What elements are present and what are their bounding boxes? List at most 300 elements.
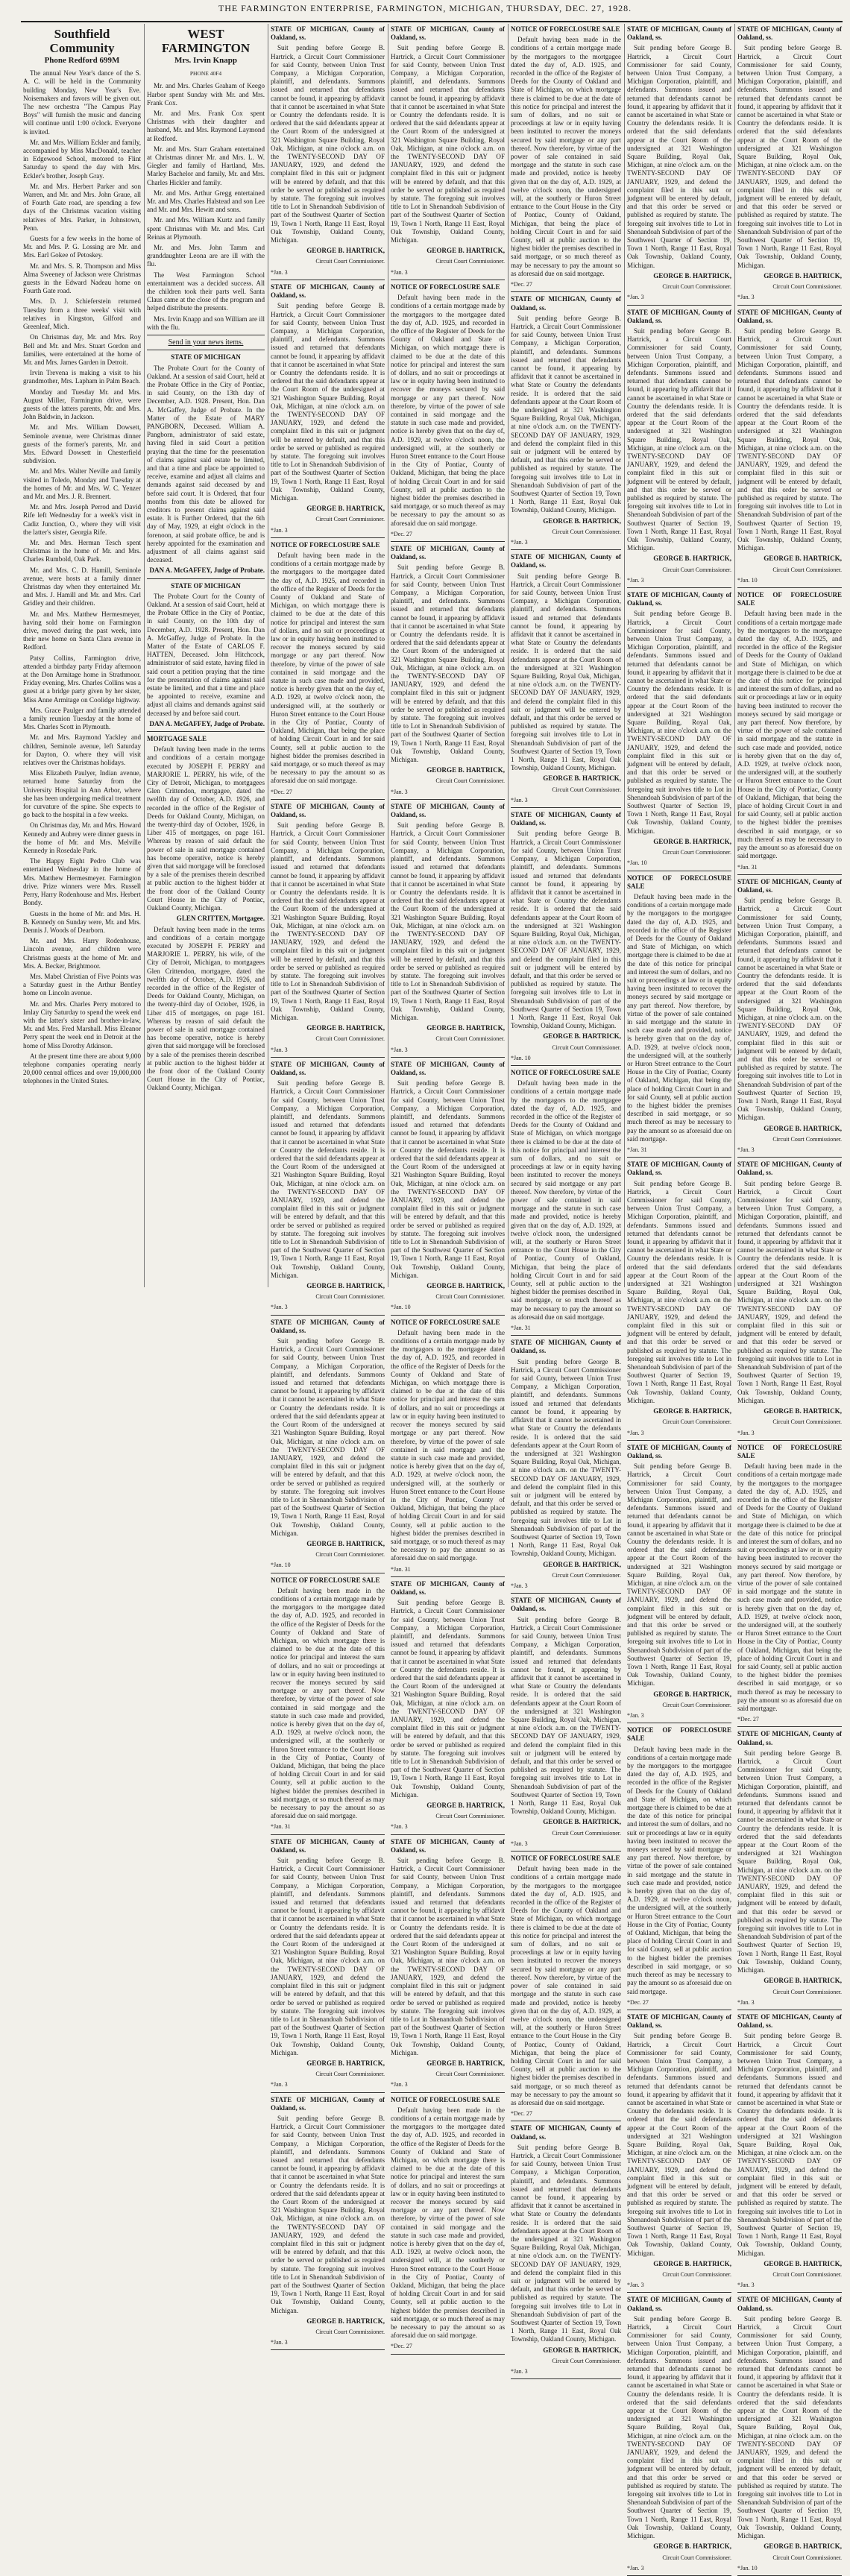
legal-notice-body: Suit pending before George B. Hartrick, a Circuit Court Commissioner for said County, between Union Trust Company, a Michigan Corporation, plaintiff, and defendants. Summons issued and returned that defendants cannot be found, it appearing by affidavit that it cannot be ascertained in what State or Country the defendants reside. It is ordered that the said defendants appear at the Court Room of the undersigned at 321 Washington Square Building, Royal Oak, Michigan, at nine o'clock a.m. on the TWENTY-SECOND DAY OF JANUARY, 1929, and defend the complaint filed in this suit or judgment will be entered by default, and that this order be served or published as required by statute. The foregoing suit involves title to Lot in Shenandoah Subdivision of part of the Southwest Quarter of Section 19, Town 1 North, Range 11 East, Royal Oak Township, Oakland County, Michigan. (737, 44, 842, 269)
divider (511, 1593, 621, 1594)
legal-notice-body: Default having been made in the conditions of a certain mortgage made by the mortgagors to the mortgagee dated the day of, A.D. 1925, and recorded in the office of the Register of Deeds for the County of Oakland and State of Michigan, on which mortgage there is claimed to be due at the date of this notice for principal and interest the sum of dollars, and no suit or proceedings at law or in equity having been instituted to recover the moneys secured by said mortgage or any part thereof. Now therefore, by virtue of the power of sale contained in said mortgage and the statute in such case made and provided, notice is hereby given that on the day of, A.D. 1929, at twelve o'clock noon, the undersigned will, at the southerly or Huron Street entrance to the Court House in the City of Pontiac, County of Oakland, Michigan, that being the place of holding Circuit Court in and for said County, sell at public auction to the highest bidder the premises described in said mortgage, or so much thereof as may be necessary to pay the amount so as aforesaid due on said mortgage. (271, 551, 385, 785)
mortgagee-signature: GLEN CRITTEN, Mortgagee. (176, 915, 265, 923)
divider (627, 2292, 731, 2293)
commissioner-signature: GEORGE B. HARTRICK, (764, 2542, 842, 2551)
legal-notice-body: Suit pending before George B. Hartrick, a Circuit Court Commissioner for said County, between Union Trust Company, a Michigan Corporation, plaintiff, and defendants. Summons issued and returned that defendants cannot be found, it appearing by affidavit that it cannot be ascertained in what State or Country the defendants reside. It is ordered that the said defendants appear at the Court Room of the undersigned at 321 Washington Square Building, Royal Oak, Michigan, at nine o'clock a.m. on the TWENTY-SECOND DAY OF JANUARY, 1929, and defend the complaint filed in this suit or judgment will be entered by default, and that this order be served or published as required by statute. The foregoing suit involves title to Lot in Shenandoah Subdivision of part of the Southwest Quarter of Section 19, Town 1 North, Range 11 East, Royal Oak Township, Oakland County, Michigan. (511, 1615, 621, 1816)
news-item: Mr. and Mrs. William Dowsett, Seminole avenue, were Christmas dinner guests of the former's parents, Mr. and Mrs. Edward Dowsett in Chesterfield subdivision. (23, 423, 141, 465)
news-item: Guests for a few weeks in the home of Mr. and Mrs. P. G. Lossing are Mr. and Mrs. Earl Gokee of Petoskey. (23, 235, 141, 259)
west-farmington-articles (147, 82, 265, 332)
news-item: Patsy Collins, Farmington drive, attended a birthday party Friday afternoon at the Don Armitage home in Strathmoor. Friday evening, Mrs. Charles Collins was a guest at a bridge party given by her sister, Miss Anne Armitage on Coolidge highway. (23, 654, 141, 704)
commissioner-signature: GEORGE B. HARTRICK, (306, 1539, 385, 1547)
publication-date: *Jan. 3 (737, 294, 755, 301)
legal-notice-title: STATE OF MICHIGAN, County of Oakland, ss. (271, 1837, 385, 1854)
probate-notice: The Probate Court for the County of Oakland. At a session of said Court, held at the Probate Office in the City of Pontiac, in said County, on the 13th day of December, A.D. 1928. Present, Hon. Dan A. McGaffey, Judge of Probate. In the Matter of the Estate of MARY PANGBORN, Deceased. William A. Pangborn, administrator of said estate, having filed in said Court a petition praying that the time for the presentation of claims against said estate be limited, and that a time and place be appointed to receive, examine and adjust all claims and demands against said deceased by and before said court. It is Ordered, that four months from this date be allowed for creditors to present claims against said estate. It is Further Ordered, that the 6th day of May, 1929, at eight o'clock in the forenoon, at said probate office, be and is hereby appointed for the examination and adjustment of all claims against said deceased. (147, 364, 265, 564)
send-news-notice: Send in your news items. (168, 338, 244, 347)
news-item: The Happy Eight Pedro Club was entertained Wednesday in the home of Mrs. Matthew Hermesmeyer. Farmington drive. Prize winners were Mrs. Russell Perry, Harry Rodenhouse and Mrs. Herbert Bondy. (23, 857, 141, 907)
legal-notice-title: STATE OF MICHIGAN, County of Oakland, ss. (271, 1060, 385, 1076)
publication-date: *Jan. 3 (391, 1823, 408, 1831)
divider (511, 807, 621, 808)
publication-date: *Jan. 10 (627, 859, 647, 867)
publication-date: *Jan. 3 (627, 294, 644, 301)
legal-notice-title: STATE OF MICHIGAN, County of Oakland, ss. (737, 25, 842, 42)
commissioner-signature: GEORGE B. HARTRICK, (764, 271, 842, 280)
commissioner-signature: GEORGE B. HARTRICK, (306, 2059, 385, 2067)
commissioner-signature: GEORGE B. HARTRICK, (653, 1407, 731, 1415)
divider (271, 799, 385, 800)
publication-date: *Jan. 3 (627, 1429, 644, 1436)
news-item: Miss Elizabeth Paulyer, Indian avenue, returned home Saturday from the University Hospital in Ann Arbor, where she has been undergoing medical treatment for curvature of the spine. She expects to go back to the hospital in a few weeks. (23, 769, 141, 819)
divider (271, 2349, 385, 2350)
commissioner-title: Circuit Court Commissioner. (435, 1813, 505, 1820)
legal-notice-body: Suit pending before George B. Hartrick, a Circuit Court Commissioner for said County, between Union Trust Company, a Michigan Corporation, plaintiff, and defendants. Summons issued and returned that defendants cannot be found, it appearing by affidavit that it cannot be ascertained in what State or Country the defendants reside. It is ordered that the said defendants appear at the Court Room of the undersigned at 321 Washington Square Building, Royal Oak, Michigan, at nine o'clock a.m. on the TWENTY-SECOND DAY OF JANUARY, 1929, and defend the complaint filed in this suit or judgment will be entered by default, and that this order be served or published as required by statute. The foregoing suit involves title to Lot in Shenandoah Subdivision of part of the Southwest Quarter of Section 19, Town 1 North, Range 11 East, Royal Oak Township, Oakland County, Michigan. (391, 44, 505, 244)
news-item: Mr. and Mrs. C. D. Hamill, Seminole avenue, were hosts at a family dinner Christmas day when they entertained Mr. and Mrs. J. Hamill and Mr. and Mrs. Carl Gridley and their children. (23, 566, 141, 607)
commissioner-signature: GEORGE B. HARTRICK, (543, 1032, 621, 1041)
column-southfield (23, 25, 141, 1285)
commissioner-title: Circuit Court Commissioner. (435, 777, 505, 785)
commissioner-signature: GEORGE B. HARTRICK, (543, 1818, 621, 1826)
commissioner-title: Circuit Court Commissioner. (772, 1135, 842, 1143)
legal-notice-body: Default having been made in the conditions of a certain mortgage made by the mortgagors to the mortgagee dated the day of, A.D. 1925, and recorded in the office of the Register of Deeds for the County of Oakland and State of Michigan, on which mortgage there is claimed to be due at the date of this notice for principal and interest the sum of dollars, and no suit or proceedings at law or in equity having been instituted to recover the moneys secured by said mortgage or any part thereof. Now therefore, by virtue of the power of sale contained in said mortgage and the statute in such case made and provided, notice is hereby given that on the day of, A.D. 1929, at twelve o'clock noon, the undersigned will, at the southerly or Huron Street entrance to the Court House in the City of Pontiac, County of Oakland, Michigan, that being the place of holding Circuit Court in and for said County, sell at public auction to the highest bidder the premises described in said mortgage, or so much thereof as may be necessary to pay the amount so as aforesaid due on said mortgage. (391, 294, 505, 527)
divider (511, 1335, 621, 1336)
legal-notice-body: Suit pending before George B. Hartrick, a Circuit Court Commissioner for said County, between Union Trust Company, a Michigan Corporation, plaintiff, and defendants. Summons issued and returned that defendants cannot be found, it appearing by affidavit that it cannot be ascertained in what State or Country the defendants reside. It is ordered that the said defendants appear at the Court Room of the undersigned at 321 Washington Square Building, Royal Oak, Michigan, at nine o'clock a.m. on the TWENTY-SECOND DAY OF JANUARY, 1929, and defend the complaint filed in this suit or judgment will be entered by default, and that this order be served or published as required by statute. The foregoing suit involves title to Lot in Shenandoah Subdivision of part of the Southwest Quarter of Section 19, Town 1 North, Range 11 East, Royal Oak Township, Oakland County, Michigan. (737, 1749, 842, 1974)
publication-date: *Jan. 3 (511, 1582, 528, 1589)
commissioner-title: Circuit Court Commissioner. (315, 1551, 385, 1559)
divider (511, 549, 621, 550)
legal-notice-title: STATE OF MICHIGAN, County of Oakland, ss. (511, 295, 621, 312)
divider (147, 578, 265, 579)
legal-notice-title: NOTICE OF FORECLOSURE SALE (627, 874, 731, 890)
legal-notice-title: STATE OF MICHIGAN, County of Oakland, ss. (511, 553, 621, 569)
commissioner-title: Circuit Court Commissioner. (435, 1293, 505, 1301)
divider (737, 1726, 842, 1727)
divider (391, 1834, 505, 1835)
commissioner-title: Circuit Court Commissioner. (315, 1293, 385, 1301)
top-rule (21, 21, 843, 22)
publication-date: *Jan. 3 (511, 796, 528, 804)
legal-notice-title: NOTICE OF FORECLOSURE SALE (391, 1318, 500, 1326)
news-item: Mr. and Mrs. William Kurtz and family spent Christmas with Mr. and Mrs. Carl Reinas at Plymouth. (147, 216, 265, 241)
publication-date: *Dec. 27 (391, 2343, 412, 2350)
news-item: Irvin Trevena is making a visit to his grandmother, Mrs. Lapham in Palm Beach. (23, 369, 141, 385)
divider (737, 874, 842, 875)
news-item: The annual New Year's dance of the S. A. C. will be held in the Community building Monday, New Year's Eve. Noisemakers and favors will be given out. The new orchestra "The Campus Play Boys" will furnish the music and dancing will continue until 1:00 o'clock. Everyone is invited. (23, 69, 141, 136)
legal-notice-title: STATE OF MICHIGAN, County of Oakland, ss. (511, 2124, 621, 2141)
commissioner-title: Circuit Court Commissioner. (552, 2357, 621, 2364)
news-item: At the present time there are about 9,000 telephone companies operating nearly 20,000 central offices and over 19,000,000 telephones in the United States. (23, 1052, 141, 1085)
legal-notice-body: Default having been made in the conditions of a certain mortgage made by the mortgagors to the mortgagee dated the day of, A.D. 1925, and recorded in the office of the Register of Deeds for the County of Oakland and State of Michigan, on which mortgage there is claimed to be due at the date of this notice for principal and interest the sum of dollars, and no suit or proceedings at law or in equity having been instituted to recover the moneys secured by said mortgage or any part thereof. Now therefore, by virtue of the power of sale contained in said mortgage and the statute in such case made and provided, notice is hereby given that on the day of, A.D. 1929, at twelve o'clock noon, the undersigned will, at the southerly or Huron Street entrance to the Court House in the City of Pontiac, County of Oakland, Michigan, that being the place of holding Circuit Court in and for said County, sell at public auction to the highest bidder the premises described in said mortgage, or so much thereof as may be necessary to pay the amount so as aforesaid due on said mortgage. (511, 1079, 621, 1321)
probate-notice: The Probate Court for the County of Oakland. At a session of said Court, held at the Probate Office in the City of Pontiac, in said County, on the 10th day of December, A.D. 1928. Present, Hon. Dan A. McGaffey, Judge of Probate. In the Matter of the Estate of CARLOS F. HATTEN, Deceased. John Hitchcock, administrator of said estate, having filed in said court a petition praying that the time for the presentation of claims against said estate be limited, and that a time and place be appointed to receive, examine and adjust all claims and demands against said deceased by and before said court. (147, 592, 265, 717)
publication-date: *Jan. 10 (391, 1304, 411, 1311)
legal-notice-title: STATE OF MICHIGAN, County of Oakland, ss. (737, 1730, 842, 1746)
publication-date: *Dec. 27 (511, 2110, 532, 2118)
commissioner-title: Circuit Court Commissioner. (772, 283, 842, 291)
divider (271, 1834, 385, 1835)
legal-notice-title: STATE OF MICHIGAN, County of Oakland, ss. (271, 802, 385, 819)
column-legal-3 (511, 25, 621, 2375)
legal-notice-body: Default having been made in the conditions of a certain mortgage made by the mortgagors to the mortgagee dated the day of, A.D. 1925, and recorded in the office of the Register of Deeds for the County of Oakland and State of Michigan, on which mortgage there is claimed to be due at the date of this notice for principal and interest the sum of dollars, and no suit or proceedings at law or in equity having been instituted to recover the moneys secured by said mortgage or any part thereof. Now therefore, by virtue of the power of sale contained in said mortgage and the statute in such case made and provided, notice is hereby given that on the day of, A.D. 1929, at twelve o'clock noon, the undersigned will, at the southerly or Huron Street entrance to the Court House in the City of Pontiac, County of Oakland, Michigan, that being the place of holding Circuit Court in and for said County, sell at public auction to the highest bidder the premises described in said mortgage, or so much thereof as may be necessary to pay the amount so as aforesaid due on said mortgage. (627, 892, 731, 1143)
legal-notice-title: STATE OF MICHIGAN, County of Oakland, ss. (737, 2012, 842, 2030)
legal-notice-title: NOTICE OF FORECLOSURE SALE (511, 25, 620, 33)
publication-date: *Jan. 3 (271, 1046, 288, 1053)
legal-notice-body: Default having been made in the conditions of a certain mortgage made by the mortgagors to the mortgagee dated the day of, A.D. 1925, and recorded in the office of the Register of Deeds for the County of Oakland and State of Michigan, on which mortgage there is claimed to be due at the date of this notice for principal and interest the sum of dollars, and no suit or proceedings at law or in equity having been instituted to recover the moneys secured by said mortgage or any part thereof. Now therefore, by virtue of the power of sale contained in said mortgage and the statute in such case made and provided, notice is hereby given that on the day of, A.D. 1929, at twelve o'clock noon, the undersigned will, at the southerly or Huron Street entrance to the Court House in the City of Pontiac, County of Oakland, Michigan, that being the place of holding Circuit Court in and for said County, sell at public auction to the highest bidder the premises described in said mortgage, or so much thereof as may be necessary to pay the amount so as aforesaid due on said mortgage. (511, 1865, 621, 2106)
news-item: Mr. and Mrs. Raymond Yackley and children, Seminole avenue, left Saturday for Dayton, O. where they will visit relatives over the Christmas holidays. (23, 733, 141, 767)
news-item: Mrs. Grace Paulger and family attended a family reunion Tuesday at the home of Mrs. Charles Scott in Plymouth. (23, 706, 141, 731)
commissioner-title: Circuit Court Commissioner. (662, 849, 731, 856)
legal-notice-body: Suit pending before George B. Hartrick, a Circuit Court Commissioner for said County, between Union Trust Company, a Michigan Corporation, plaintiff, and defendants. Summons issued and returned that defendants cannot be found, it appearing by affidavit that it cannot be ascertained in what State or Country the defendants reside. It is ordered that the said defendants appear at the Court Room of the undersigned at 321 Washington Square Building, Royal Oak, Michigan, at nine o'clock a.m. on the TWENTY-SECOND DAY OF JANUARY, 1929, and defend the complaint filed in this suit or judgment will be entered by default, and that this order be served or published as required by statute. The foregoing suit involves title to Lot in Shenandoah Subdivision of part of the Southwest Quarter of Section 19, Town 1 North, Range 11 East, Royal Oak Township, Oakland County, Michigan. (627, 44, 731, 269)
news-item: Mr. and Mrs. Joseph Perrod and David Rife left Wednesday for a week's visit in Cadiz Junction, O., where they will visit the latter's sister, Georgia Rife. (23, 503, 141, 536)
publication-date: *Jan. 3 (737, 1998, 755, 2006)
commissioner-title: Circuit Court Commissioner. (662, 1418, 731, 1426)
commissioner-signature: GEORGE B. HARTRICK, (764, 2259, 842, 2267)
legal-notice-title: STATE OF MICHIGAN, County of Oakland, ss. (737, 1161, 842, 1177)
legal-notice-title: STATE OF MICHIGAN, County of Oakland, ss. (627, 25, 731, 42)
news-item: Mr. and Mrs. Herbert Parker and son Warren, and Mr. and Mrs. John Graue, all of Fourth Gate road, are spending a few days of the Christmas vacation visiting relatives of Mrs. Parker, in Johnstown, Penn. (23, 182, 141, 232)
legal-notice-body: Default having been made in the conditions of a certain mortgage made by the mortgagors to the mortgagee dated the day of, A.D. 1925, and recorded in the office of the Register of Deeds for the County of Oakland and State of Michigan, on which mortgage there is claimed to be due at the date of this notice for principal and interest the sum of dollars, and no suit or proceedings at law or in equity having been instituted to recover the moneys secured by said mortgage or any part thereof. Now therefore, by virtue of the power of sale contained in said mortgage and the statute in such case made and provided, notice is hereby given that on the day of, A.D. 1929, at twelve o'clock noon, the undersigned will, at the southerly or Huron Street entrance to the Court House in the City of Pontiac, County of Oakland, Michigan, that being the place of holding Circuit Court in and for said County, sell at public auction to the highest bidder the premises described in said mortgage, or so much thereof as may be necessary to pay the amount so as aforesaid due on said mortgage. (511, 36, 621, 277)
legal-notice-body: Default having been made in the conditions of a certain mortgage made by the mortgagors to the mortgagee dated the day of, A.D. 1925, and recorded in the office of the Register of Deeds for the County of Oakland and State of Michigan, on which mortgage there is claimed to be due at the date of this notice for principal and interest the sum of dollars, and no suit or proceedings at law or in equity having been instituted to recover the moneys secured by said mortgage or any part thereof. Now therefore, by virtue of the power of sale contained in said mortgage and the statute in such case made and provided, notice is hereby given that on the day of, A.D. 1929, at twelve o'clock noon, the undersigned will, at the southerly or Huron Street entrance to the Court House in the City of Pontiac, County of Oakland, Michigan, that being the place of holding Circuit Court in and for said County, sell at public auction to the highest bidder the premises described in said mortgage, or so much thereof as may be necessary to pay the amount so as aforesaid due on said mortgage. (271, 1586, 385, 1820)
divider (391, 541, 505, 542)
commissioner-signature: GEORGE B. HARTRICK, (306, 1024, 385, 1032)
commissioner-signature: GEORGE B. HARTRICK, (764, 1407, 842, 1415)
legal-notice-body: Default having been made in the conditions of a certain mortgage made by the mortgagors to the mortgagee dated the day of, A.D. 1925, and recorded in the office of the Register of Deeds for the County of Oakland and State of Michigan, on which mortgage there is claimed to be due at the date of this notice for principal and interest the sum of dollars, and no suit or proceedings at law or in equity having been instituted to recover the moneys secured by said mortgage or any part thereof. Now therefore, by virtue of the power of sale contained in said mortgage and the statute in such case made and provided, notice is hereby given that on the day of, A.D. 1929, at twelve o'clock noon, the undersigned will, at the southerly or Huron Street entrance to the Court House in the City of Pontiac, County of Oakland, Michigan, that being the place of holding Circuit Court in and for said County, sell at public auction to the highest bidder the premises described in said mortgage, or so much thereof as may be necessary to pay the amount so as aforesaid due on said mortgage. (737, 610, 842, 860)
legal-notice-body: Suit pending before George B. Hartrick, a Circuit Court Commissioner for said County, between Union Trust Company, a Michigan Corporation, plaintiff, and defendants. Summons issued and returned that defendants cannot be found, it appearing by affidavit that it cannot be ascertained in what State or Country the defendants reside. It is ordered that the said defendants appear at the Court Room of the undersigned at 321 Washington Square Building, Royal Oak, Michigan, at nine o'clock a.m. on the TWENTY-SECOND DAY OF JANUARY, 1929, and defend the complaint filed in this suit or judgment will be entered by default, and that this order be served or published as required by statute. The foregoing suit involves title to Lot in Shenandoah Subdivision of part of the Southwest Quarter of Section 19, Town 1 North, Range 11 East, Royal Oak Township, Oakland County, Michigan. (737, 1179, 842, 1404)
divider (271, 1315, 385, 1316)
west-farmington-title: WEST FARMINGTON (161, 27, 251, 55)
commissioner-signature: GEORGE B. HARTRICK, (653, 2542, 731, 2551)
commissioner-signature: GEORGE B. HARTRICK, (764, 1977, 842, 1985)
legal-notice-title: STATE OF MICHIGAN, County of Oakland, ss. (391, 1579, 505, 1596)
publication-date: *Jan. 3 (737, 1146, 755, 1153)
commissioner-title: Circuit Court Commissioner. (552, 1571, 621, 1579)
news-item: Mr. and Mrs. Charles Perry motored to Imlay City Saturday to spend the week end with the latter's sister and brother-in-law, Mr. and Mrs. Fred Marshall. Miss Eleanor Perry spent the week end in Detroit at the home of Miss Dorothy Atkinson. (23, 1000, 141, 1049)
divider (271, 2092, 385, 2093)
column-divider (734, 24, 735, 1287)
commissioner-signature: GEORGE B. HARTRICK, (426, 1024, 505, 1032)
commissioner-signature: GEORGE B. HARTRICK, (426, 2059, 505, 2067)
commissioner-title: Circuit Court Commissioner. (552, 1829, 621, 1837)
divider (391, 799, 505, 800)
publication-date: *Jan. 3 (511, 1840, 528, 1847)
publication-date: *Dec. 27 (271, 788, 292, 795)
publication-date: *Jan. 3 (271, 2081, 288, 2089)
commissioner-signature: GEORGE B. HARTRICK, (653, 1690, 731, 1698)
commissioner-signature: GEORGE B. HARTRICK, (306, 2317, 385, 2325)
legal-notice-title: NOTICE OF FORECLOSURE SALE (391, 2095, 500, 2103)
legal-notice-body: Suit pending before George B. Hartrick, a Circuit Court Commissioner for said County, between Union Trust Company, a Michigan Corporation, plaintiff, and defendants. Summons issued and returned that defendants cannot be found, it appearing by affidavit that it cannot be ascertained in what State or Country the defendants reside. It is ordered that the said defendants appear at the Court Room of the undersigned at 321 Washington Square Building, Royal Oak, Michigan, at nine o'clock a.m. on the TWENTY-SECOND DAY OF JANUARY, 1929, and defend the complaint filed in this suit or judgment will be entered by default, and that this order be served or published as required by statute. The foregoing suit involves title to Lot in Shenandoah Subdivision of part of the Southwest Quarter of Section 19, Town 1 North, Range 11 East, Royal Oak Township, Oakland County, Michigan. (627, 1179, 731, 1404)
news-item: Mr. and Mrs. John Tamm and granddaughter Leona are are ill with the flu. (147, 244, 265, 268)
legal-notice-title: STATE OF MICHIGAN, County of Oakland, ss. (627, 591, 731, 607)
legal-notice-title: STATE OF MICHIGAN, County of Oakland, ss. (271, 282, 385, 300)
commissioner-title: Circuit Court Commissioner. (552, 786, 621, 793)
mortgage-sale-title: MORTGAGE SALE (147, 735, 207, 743)
legal-notice-title: STATE OF MICHIGAN, County of Oakland, ss. (737, 877, 842, 894)
legal-notice-title: STATE OF MICHIGAN, County of Oakland, ss. (737, 308, 842, 324)
divider (511, 291, 621, 292)
commissioner-title: Circuit Court Commissioner. (772, 2271, 842, 2278)
commissioner-title: Circuit Court Commissioner. (435, 1035, 505, 1043)
commissioner-signature: GEORGE B. HARTRICK, (543, 2346, 621, 2354)
legal-notice-title: NOTICE OF FORECLOSURE SALE (391, 282, 500, 291)
legal-notice-body: Suit pending before George B. Hartrick, a Circuit Court Commissioner for said County, between Union Trust Company, a Michigan Corporation, plaintiff, and defendants. Summons issued and returned that defendants cannot be found, it appearing by affidavit that it cannot be ascertained in what State or Country the defendants reside. It is ordered that the said defendants appear at the Court Room of the undersigned at 321 Washington Square Building, Royal Oak, Michigan, at nine o'clock a.m. on the TWENTY-SECOND DAY OF JANUARY, 1929, and defend the complaint filed in this suit or judgment will be entered by default, and that this order be served or published as required by statute. The foregoing suit involves title to Lot in Shenandoah Subdivision of part of the Southwest Quarter of Section 19, Town 1 North, Range 11 East, Royal Oak Township, Oakland County, Michigan. (271, 1857, 385, 2056)
news-item: Mr. and Mrs. Walter Neville and family visited in Toledo, Monday and Tuesday at the homes of Mr. and Mrs. W. C. Yenzer and Mr. and Mrs. J. R. Brennert. (23, 467, 141, 500)
publication-date: *Jan. 3 (737, 1429, 755, 1436)
legal-notice-title: STATE OF MICHIGAN, County of Oakland, ss. (391, 544, 505, 561)
probate-title: STATE OF MICHIGAN (171, 581, 241, 590)
news-item: Mr. and Mrs. Herman Tesch spent Christmas in the home of Mr. and Mrs. Charles Rumbold, Oak Park. (23, 538, 141, 564)
divider (147, 731, 265, 732)
publication-date: *Dec. 27 (391, 530, 412, 537)
divider (391, 1576, 505, 1577)
legal-notice-body: Suit pending before George B. Hartrick, a Circuit Court Commissioner for said County, between Union Trust Company, a Michigan Corporation, plaintiff, and defendants. Summons issued and returned that defendants cannot be found, it appearing by affidavit that it cannot be ascertained in what State or Country the defendants reside. It is ordered that the said defendants appear at the Court Room of the undersigned at 321 Washington Square Building, Royal Oak, Michigan, at nine o'clock a.m. on the TWENTY-SECOND DAY OF JANUARY, 1929, and defend the complaint filed in this suit or judgment will be entered by default, and that this order be served or published as required by statute. The foregoing suit involves title to Lot in Shenandoah Subdivision of part of the Southwest Quarter of Section 19, Town 1 North, Range 11 East, Royal Oak Township, Oakland County, Michigan. (271, 1079, 385, 1279)
west-farmington-byline: Mrs. Irvin Knapp (174, 56, 238, 65)
legal-notice-title: NOTICE OF FORECLOSURE SALE (511, 1854, 620, 1863)
publication-date: *Jan. 3 (271, 1304, 288, 1311)
column-legal-2 (391, 25, 505, 2350)
legal-notice-body: Suit pending before George B. Hartrick, a Circuit Court Commissioner for said County, between Union Trust Company, a Michigan Corporation, plaintiff, and defendants. Summons issued and returned that defendants cannot be found, it appearing by affidavit that it cannot be ascertained in what State or Country the defendants reside. It is ordered that the said defendants appear at the Court Room of the undersigned at 321 Washington Square Building, Royal Oak, Michigan, at nine o'clock a.m. on the TWENTY-SECOND DAY OF JANUARY, 1929, and defend the complaint filed in this suit or judgment will be entered by default, and that this order be served or published as required by statute. The foregoing suit involves title to Lot in Shenandoah Subdivision of part of the Southwest Quarter of Section 19, Town 1 North, Range 11 East, Royal Oak Township, Oakland County, Michigan. (511, 1357, 621, 1558)
commissioner-title: Circuit Court Commissioner. (662, 2554, 731, 2561)
publication-date: *Jan. 3 (627, 1712, 644, 1719)
probate-signature: DAN A. McGAFFEY, Judge of Probate. (149, 566, 265, 575)
legal-notice-body: Suit pending before George B. Hartrick, a Circuit Court Commissioner for said County, between Union Trust Company, a Michigan Corporation, plaintiff, and defendants. Summons issued and returned that defendants cannot be found, it appearing by affidavit that it cannot be ascertained in what State or Country the defendants reside. It is ordered that the said defendants appear at the Court Room of the undersigned at 321 Washington Square Building, Royal Oak, Michigan, at nine o'clock a.m. on the TWENTY-SECOND DAY OF JANUARY, 1929, and defend the complaint filed in this suit or judgment will be entered by default, and that this order be served or published as required by statute. The foregoing suit involves title to Lot in Shenandoah Subdivision of part of the Southwest Quarter of Section 19, Town 1 North, Range 11 East, Royal Oak Township, Oakland County, Michigan. (271, 821, 385, 1021)
publication-date: *Jan. 3 (271, 268, 288, 276)
news-item: Mrs. Mabel Christian of Five Points was a Saturday guest in the Arthur Bentley home on Lincoln avenue. (23, 972, 141, 997)
commissioner-title: Circuit Court Commissioner. (315, 516, 385, 523)
legal-notice-body: Suit pending before George B. Hartrick, a Circuit Court Commissioner for said County, between Union Trust Company, a Michigan Corporation, plaintiff, and defendants. Summons issued and returned that defendants cannot be found, it appearing by affidavit that it cannot be ascertained in what State or Country the defendants reside. It is ordered that the said defendants appear at the Court Room of the undersigned at 321 Washington Square Building, Royal Oak, Michigan, at nine o'clock a.m. on the TWENTY-SECOND DAY OF JANUARY, 1929, and defend the complaint filed in this suit or judgment will be entered by default, and that this order be served or published as required by statute. The foregoing suit involves title to Lot in Shenandoah Subdivision of part of the Southwest Quarter of Section 19, Town 1 North, Range 11 East, Royal Oak Township, Oakland County, Michigan. (271, 302, 385, 502)
legal-notice-title: NOTICE OF FORECLOSURE SALE (737, 591, 842, 607)
legal-notice-body: Suit pending before George B. Hartrick, a Circuit Court Commissioner for said County, between Union Trust Company, a Michigan Corporation, plaintiff, and defendants. Summons issued and returned that defendants cannot be found, it appearing by affidavit that it cannot be ascertained in what State or Country the defendants reside. It is ordered that the said defendants appear at the Court Room of the undersigned at 321 Washington Square Building, Royal Oak, Michigan, at nine o'clock a.m. on the TWENTY-SECOND DAY OF JANUARY, 1929, and defend the complaint filed in this suit or judgment will be entered by default, and that this order be served or published as required by statute. The foregoing suit involves title to Lot in Shenandoah Subdivision of part of the Southwest Quarter of Section 19, Town 1 North, Range 11 East, Royal Oak Township, Oakland County, Michigan. (511, 314, 621, 514)
commissioner-title: Circuit Court Commissioner. (552, 1044, 621, 1051)
commissioner-signature: GEORGE B. HARTRICK, (764, 1124, 842, 1132)
news-item: Mr. and Mrs. Arthur Gregg entertained Mr. and Mrs. Charles Halstead and son Lee and Mr. and Mrs. Hewitt and sons. (147, 189, 265, 214)
publication-date: *Jan. 3 (737, 2282, 755, 2289)
legal-notice-title: STATE OF MICHIGAN, County of Oakland, ss. (391, 1060, 505, 1076)
commissioner-signature: GEORGE B. HARTRICK, (543, 517, 621, 525)
commissioner-signature: GEORGE B. HARTRICK, (426, 1802, 505, 1810)
southfield-articles (23, 69, 141, 1085)
divider (271, 1057, 385, 1058)
commissioner-signature: GEORGE B. HARTRICK, (653, 2259, 731, 2267)
commissioner-signature: GEORGE B. HARTRICK, (653, 837, 731, 845)
publication-date: *Jan. 31 (627, 1146, 647, 1153)
legal-notice-body: Suit pending before George B. Hartrick, a Circuit Court Commissioner for said County, between Union Trust Company, a Michigan Corporation, plaintiff, and defendants. Summons issued and returned that defendants cannot be found, it appearing by affidavit that it cannot be ascertained in what State or Country the defendants reside. It is ordered that the said defendants appear at the Court Room of the undersigned at 321 Washington Square Building, Royal Oak, Michigan, at nine o'clock a.m. on the TWENTY-SECOND DAY OF JANUARY, 1929, and defend the complaint filed in this suit or judgment will be entered by default, and that this order be served or published as required by statute. The foregoing suit involves title to Lot in Shenandoah Subdivision of part of the Southwest Quarter of Section 19, Town 1 North, Range 11 East, Royal Oak Township, Oakland County, Michigan. (391, 821, 505, 1021)
news-item: Monday and Tuesday Mr. and Mrs. August Miller, Farmington drive, were guests of the latters parents, Mr. and Mrs. John Baldwin, in Jackson. (23, 388, 141, 421)
legal-notice-body: Default having been made in the conditions of a certain mortgage made by the mortgagors to the mortgagee dated the day of, A.D. 1925, and recorded in the office of the Register of Deeds for the County of Oakland and State of Michigan, on which mortgage there is claimed to be due at the date of this notice for principal and interest the sum of dollars, and no suit or proceedings at law or in equity having been instituted to recover the moneys secured by said mortgage or any part thereof. Now therefore, by virtue of the power of sale contained in said mortgage and the statute in such case made and provided, notice is hereby given that on the day of, A.D. 1929, at twelve o'clock noon, the undersigned will, at the southerly or Huron Street entrance to the Court House in the City of Pontiac, County of Oakland, Michigan, that being the place of holding Circuit Court in and for said County, sell at public auction to the highest bidder the premises described in said mortgage, or so much thereof as may be necessary to pay the amount so as aforesaid due on said mortgage. (391, 2106, 505, 2340)
news-item: Guests in the home of Mr. and Mrs. H. B. Kennedy on Sunday were, Mr. and Mrs. Dennis J. Woods of Dearborn. (23, 909, 141, 934)
publication-date: *Jan. 3 (391, 2081, 408, 2089)
publication-date: *Jan. 3 (391, 788, 408, 795)
legal-notice-title: NOTICE OF FORECLOSURE SALE (271, 540, 380, 549)
legal-notice-body: Suit pending before George B. Hartrick, a Circuit Court Commissioner for said County, between Union Trust Company, a Michigan Corporation, plaintiff, and defendants. Summons issued and returned that defendants cannot be found, it appearing by affidavit that it cannot be ascertained in what State or Country the defendants reside. It is ordered that the said defendants appear at the Court Room of the undersigned at 321 Washington Square Building, Royal Oak, Michigan, at nine o'clock a.m. on the TWENTY-SECOND DAY OF JANUARY, 1929, and defend the complaint filed in this suit or judgment will be entered by default, and that this order be served or published as required by statute. The foregoing suit involves title to Lot in Shenandoah Subdivision of part of the Southwest Quarter of Section 19, Town 1 North, Range 11 East, Royal Oak Township, Oakland County, Michigan. (391, 564, 505, 764)
divider (627, 1440, 731, 1441)
legal-notice-body: Suit pending before George B. Hartrick, a Circuit Court Commissioner for said County, between Union Trust Company, a Michigan Corporation, plaintiff, and defendants. Summons issued and returned that defendants cannot be found, it appearing by affidavit that it cannot be ascertained in what State or Country the defendants reside. It is ordered that the said defendants appear at the Court Room of the undersigned at 321 Washington Square Building, Royal Oak, Michigan, at nine o'clock a.m. on the TWENTY-SECOND DAY OF JANUARY, 1929, and defend the complaint filed in this suit or judgment will be entered by default, and that this order be served or published as required by statute. The foregoing suit involves title to Lot in Shenandoah Subdivision of part of the Southwest Quarter of Section 19, Town 1 North, Range 11 East, Royal Oak Township, Oakland County, Michigan. (391, 1599, 505, 1799)
legal-notice-title: STATE OF MICHIGAN, County of Oakland, ss. (271, 25, 385, 42)
legal-notice-body: Suit pending before George B. Hartrick, a Circuit Court Commissioner for said County, between Union Trust Company, a Michigan Corporation, plaintiff, and defendants. Summons issued and returned that defendants cannot be found, it appearing by affidavit that it cannot be ascertained in what State or Country the defendants reside. It is ordered that the said defendants appear at the Court Room of the undersigned at 321 Washington Square Building, Royal Oak, Michigan, at nine o'clock a.m. on the TWENTY-SECOND DAY OF JANUARY, 1929, and defend the complaint filed in this suit or judgment will be entered by default, and that this order be served or published as required by statute. The foregoing suit involves title to Lot in Shenandoah Subdivision of part of the Southwest Quarter of Section 19, Town 1 North, Range 11 East, Royal Oak Township, Oakland County, Michigan. (627, 2032, 731, 2257)
commissioner-title: Circuit Court Commissioner. (662, 283, 731, 291)
column-divider (624, 24, 625, 1287)
publication-date: *Jan. 10 (737, 576, 758, 584)
commissioner-signature: GEORGE B. HARTRICK, (306, 1282, 385, 1290)
legal-notice-body: Suit pending before George B. Hartrick, a Circuit Court Commissioner for said County, between Union Trust Company, a Michigan Corporation, plaintiff, and defendants. Summons issued and returned that defendants cannot be found, it appearing by affidavit that it cannot be ascertained in what State or Country the defendants reside. It is ordered that the said defendants appear at the Court Room of the undersigned at 321 Washington Square Building, Royal Oak, Michigan, at nine o'clock a.m. on the TWENTY-SECOND DAY OF JANUARY, 1929, and defend the complaint filed in this suit or judgment will be entered by default, and that this order be served or published as required by statute. The foregoing suit involves title to Lot in Shenandoah Subdivision of part of the Southwest Quarter of Section 19, Town 1 North, Range 11 East, Royal Oak Township, Oakland County, Michigan. (511, 572, 621, 772)
news-item: The West Farmington School entertainment was a decided success. All the children took their parts well. Santa Claus came at the close of the program and helped distribute the presents. (147, 271, 265, 312)
publication-date: *Jan. 3 (271, 2339, 288, 2346)
news-item: On Christmas day, Mr. and Mrs. Howard Kennedy and Aubrey were dinner guests in the home of Mr. and Mrs. Melville Kennedy in Rosedale Park. (23, 821, 141, 855)
legal-notice-title: STATE OF MICHIGAN, County of Oakland, ss. (391, 25, 505, 42)
legal-notice-title: STATE OF MICHIGAN, County of Oakland, ss. (271, 1318, 385, 1334)
publication-date: *Jan. 3 (391, 1046, 408, 1053)
mortgage-sale-notice: Default having been made in the terms and conditions of a certain mortgage executed by JOSEPH F. PERRY and MARJORIE L. PERRY, his wife, of the City of Detroit, Michigan, to mortgagees Glen Crittendon, mortgagee, dated the twelfth day of October, A.D. 1926, and recorded in the office of the Register of Deeds for Oakland County, Michigan, on the twenty-third day of October, 1926, in Liber 415 of mortgages, on page 161. Whereas by reason of said default the power of sale in said mortgage contained has become operative, notice is hereby given that said mortgage will be foreclosed by a sale of the premises therein described at public auction to the highest bidder at the front door of the Oakland County Court House in the City of Pontiac, Oakland County, Michigan. (147, 925, 265, 1092)
legal-notice-body: Suit pending before George B. Hartrick, a Circuit Court Commissioner for said County, between Union Trust Company, a Michigan Corporation, plaintiff, and defendants. Summons issued and returned that defendants cannot be found, it appearing by affidavit that it cannot be ascertained in what State or Country the defendants reside. It is ordered that the said defendants appear at the Court Room of the undersigned at 321 Washington Square Building, Royal Oak, Michigan, at nine o'clock a.m. on the TWENTY-SECOND DAY OF JANUARY, 1929, and defend the complaint filed in this suit or judgment will be entered by default, and that this order be served or published as required by statute. The foregoing suit involves title to Lot in Shenandoah Subdivision of part of the Southwest Quarter of Section 19, Town 1 North, Range 11 East, Royal Oak Township, Oakland County, Michigan. (391, 1079, 505, 1279)
legal-notice-body: Suit pending before George B. Hartrick, a Circuit Court Commissioner for said County, between Union Trust Company, a Michigan Corporation, plaintiff, and defendants. Summons issued and returned that defendants cannot be found, it appearing by affidavit that it cannot be ascertained in what State or Country the defendants reside. It is ordered that the said defendants appear at the Court Room of the undersigned at 321 Washington Square Building, Royal Oak, Michigan, at nine o'clock a.m. on the TWENTY-SECOND DAY OF JANUARY, 1929, and defend the complaint filed in this suit or judgment will be entered by default, and that this order be served or published as required by statute. The foregoing suit involves title to Lot in Shenandoah Subdivision of part of the Southwest Quarter of Section 19, Town 1 North, Range 11 East, Royal Oak Township, Oakland County, Michigan. (627, 326, 731, 552)
commissioner-signature: GEORGE B. HARTRICK, (426, 247, 505, 255)
southfield-title: Southfield Community (49, 27, 115, 55)
commissioner-title: Circuit Court Commissioner. (315, 258, 385, 265)
publication-date: *Jan. 31 (511, 1325, 531, 1332)
publication-date: *Jan. 3 (627, 576, 644, 584)
commissioner-title: Circuit Court Commissioner. (772, 1418, 842, 1426)
commissioner-title: Circuit Court Commissioner. (315, 2071, 385, 2078)
legal-notice-title: STATE OF MICHIGAN, County of Oakland, ss. (511, 1339, 621, 1355)
legal-notice-title: STATE OF MICHIGAN, County of Oakland, ss. (627, 1443, 731, 1459)
legal-notice-title: NOTICE OF FORECLOSURE SALE (271, 1576, 380, 1584)
divider (737, 2292, 842, 2293)
publication-date: *Jan. 3 (511, 538, 528, 546)
news-item: On Christmas day, Mr. and Mrs. Roy Bell and Mr. and Mrs. Stuart Gordon and families, were entertained at the home of Mr. and Mrs. James Garden in Detroit. (23, 333, 141, 366)
commissioner-title: Circuit Court Commissioner. (315, 1035, 385, 1043)
legal-notice-title: STATE OF MICHIGAN, County of Oakland, ss. (627, 308, 731, 324)
west-farmington-phone: PHONE 40F4 (189, 70, 222, 78)
divider (737, 305, 842, 306)
legal-notice-body: Suit pending before George B. Hartrick, a Circuit Court Commissioner for said County, between Union Trust Company, a Michigan Corporation, plaintiff, and defendants. Summons issued and returned that defendants cannot be found, it appearing by affidavit that it cannot be ascertained in what State or Country the defendants reside. It is ordered that the said defendants appear at the Court Room of the undersigned at 321 Washington Square Building, Royal Oak, Michigan, at nine o'clock a.m. on the TWENTY-SECOND DAY OF JANUARY, 1929, and defend the complaint filed in this suit or judgment will be entered by default, and that this order be served or published as required by statute. The foregoing suit involves title to Lot in Shenandoah Subdivision of part of the Southwest Quarter of Section 19, Town 1 North, Range 11 East, Royal Oak Township, Oakland County, Michigan. (737, 897, 842, 1122)
legal-notice-title: STATE OF MICHIGAN, County of Oakland, ss. (627, 2012, 731, 2030)
legal-notice-title: STATE OF MICHIGAN, County of Oakland, ss. (511, 811, 621, 827)
news-item: Mrs. Irvin Knapp and son William are ill with the flu. (147, 315, 265, 331)
legal-notice-body: Suit pending before George B. Hartrick, a Circuit Court Commissioner for said County, between Union Trust Company, a Michigan Corporation, plaintiff, and defendants. Summons issued and returned that defendants cannot be found, it appearing by affidavit that it cannot be ascertained in what State or Country the defendants reside. It is ordered that the said defendants appear at the Court Room of the undersigned at 321 Washington Square Building, Royal Oak, Michigan, at nine o'clock a.m. on the TWENTY-SECOND DAY OF JANUARY, 1929, and defend the complaint filed in this suit or judgment will be entered by default, and that this order be served or published as required by statute. The foregoing suit involves title to Lot in Shenandoah Subdivision of part of the Southwest Quarter of Section 19, Town 1 North, Range 11 East, Royal Oak Township, Oakland County, Michigan. (511, 830, 621, 1030)
news-item: Mr. and Mrs. Starr Graham entertained at Christmas dinner Mr. and Mrs. L. W. Giegler and family of Hartland, Mrs. Marley Bachelor and family, Mr. and Mrs. Charles Hickler and family. (147, 145, 265, 186)
legal-notice-title: STATE OF MICHIGAN, County of Oakland, ss. (737, 2296, 842, 2312)
divider (511, 1065, 621, 1066)
news-item: Mr. and Mrs. Harry Rodenhouse, Lincoln avenue, and children were Christmas guests at the home of Mr. and Mrs. A. Becker, Brightmoor. (23, 937, 141, 970)
commissioner-signature: GEORGE B. HARTRICK, (543, 774, 621, 783)
news-item: Mrs. D. J. Schieferstein returned Tuesday from a three weeks' visit with relatives in Kingston, Gilford and Greenleaf, Mich. (23, 297, 141, 331)
divider (391, 2354, 505, 2355)
publication-date: *Jan. 31 (271, 1823, 291, 1831)
news-item: Mr. and Mrs. Frank Cox spent Christmas with their daughter and husband, Mr. and Mrs. Raymond Laymond at Redford. (147, 110, 265, 142)
mortgage-sale-notice: Default having been made in the terms and conditions of a certain mortgage executed by JOSEPH F. PERRY and MARJORIE L. PERRY, his wife, of the City of Detroit, Michigan, to mortgagees Glen Crittendon, mortgagee, dated the twelfth day of October, A.D. 1926, and recorded in the office of the Register of Deeds for Oakland County, Michigan, on the twenty-third day of October, 1926, in Liber 415 of mortgages, on page 161. Whereas by reason of said default the power of sale in said mortgage contained has become operative, notice is hereby given that said mortgage will be foreclosed by a sale of the premises therein described at public auction to the highest bidder at the front door of the Oakland County Court House in the City of Pontiac, Oakland County, Michigan. (147, 745, 265, 912)
divider (391, 2092, 505, 2093)
divider (391, 1057, 505, 1058)
publication-date: *Jan. 10 (737, 2564, 758, 2572)
probate-title: STATE OF MICHIGAN (171, 353, 241, 362)
legal-notice-body: Suit pending before George B. Hartrick, a Circuit Court Commissioner for said County, between Union Trust Company, a Michigan Corporation, plaintiff, and defendants. Summons issued and returned that defendants cannot be found, it appearing by affidavit that it cannot be ascertained in what State or Country the defendants reside. It is ordered that the said defendants appear at the Court Room of the undersigned at 321 Washington Square Building, Royal Oak, Michigan, at nine o'clock a.m. on the TWENTY-SECOND DAY OF JANUARY, 1929, and defend the complaint filed in this suit or judgment will be entered by default, and that this order be served or published as required by statute. The foregoing suit involves title to Lot in Shenandoah Subdivision of part of the Southwest Quarter of Section 19, Town 1 North, Range 11 East, Royal Oak Township, Oakland County, Michigan. (737, 2032, 842, 2257)
commissioner-title: Circuit Court Commissioner. (772, 2554, 842, 2561)
divider (627, 587, 731, 588)
legal-notice-title: NOTICE OF FORECLOSURE SALE (627, 1726, 731, 1743)
publication-date: *Jan. 3 (391, 268, 408, 276)
legal-notice-title: NOTICE OF FORECLOSURE SALE (737, 1443, 842, 1459)
divider (271, 537, 385, 538)
column-legal-1 (271, 25, 385, 2346)
legal-notice-title: NOTICE OF FORECLOSURE SALE (511, 1068, 620, 1076)
commissioner-signature: GEORGE B. HARTRICK, (543, 1560, 621, 1568)
legal-notice-title: STATE OF MICHIGAN, County of Oakland, ss. (627, 1161, 731, 1177)
commissioner-title: Circuit Court Commissioner. (662, 1701, 731, 1708)
column-legal-5 (737, 25, 842, 2572)
divider (627, 1157, 731, 1158)
publication-date: *Jan. 31 (737, 863, 758, 871)
legal-notice-body: Suit pending before George B. Hartrick, a Circuit Court Commissioner for said County, between Union Trust Company, a Michigan Corporation, plaintiff, and defendants. Summons issued and returned that defendants cannot be found, it appearing by affidavit that it cannot be ascertained in what State or Country the defendants reside. It is ordered that the said defendants appear at the Court Room of the undersigned at 321 Washington Square Building, Royal Oak, Michigan, at nine o'clock a.m. on the TWENTY-SECOND DAY OF JANUARY, 1929, and defend the complaint filed in this suit or judgment will be entered by default, and that this order be served or published as required by statute. The foregoing suit involves title to Lot in Shenandoah Subdivision of part of the Southwest Quarter of Section 19, Town 1 North, Range 11 East, Royal Oak Township, Oakland County, Michigan. (737, 326, 842, 552)
commissioner-signature: GEORGE B. HARTRICK, (653, 555, 731, 563)
legal-notice-body: Default having been made in the conditions of a certain mortgage made by the mortgagors to the mortgagee dated the day of, A.D. 1925, and recorded in the office of the Register of Deeds for the County of Oakland and State of Michigan, on which mortgage there is claimed to be due at the date of this notice for principal and interest the sum of dollars, and no suit or proceedings at law or in equity having been instituted to recover the moneys secured by said mortgage or any part thereof. Now therefore, by virtue of the power of sale contained in said mortgage and the statute in such case made and provided, notice is hereby given that on the day of, A.D. 1929, at twelve o'clock noon, the undersigned will, at the southerly or Huron Street entrance to the Court House in the City of Pontiac, County of Oakland, Michigan, that being the place of holding Circuit Court in and for said County, sell at public auction to the highest bidder the premises described in said mortgage, or so much thereof as may be necessary to pay the amount so as aforesaid due on said mortgage. (737, 1462, 842, 1712)
column-legal-4 (627, 25, 731, 2572)
news-item: Mr. and Mrs. Charles Graham of Keego Harbor spent Sunday with Mr. and Mrs. Frank Cox. (147, 82, 265, 107)
legal-notice-body: Suit pending before George B. Hartrick, a Circuit Court Commissioner for said County, between Union Trust Company, a Michigan Corporation, plaintiff, and defendants. Summons issued and returned that defendants cannot be found, it appearing by affidavit that it cannot be ascertained in what State or Country the defendants reside. It is ordered that the said defendants appear at the Court Room of the undersigned at 321 Washington Square Building, Royal Oak, Michigan, at nine o'clock a.m. on the TWENTY-SECOND DAY OF JANUARY, 1929, and defend the complaint filed in this suit or judgment will be entered by default, and that this order be served or published as required by statute. The foregoing suit involves title to Lot in Shenandoah Subdivision of part of the Southwest Quarter of Section 19, Town 1 North, Range 11 East, Royal Oak Township, Oakland County, Michigan. (391, 1857, 505, 2056)
publication-date: *Jan. 10 (271, 1562, 291, 1569)
divider (511, 2378, 621, 2379)
divider (391, 1315, 505, 1316)
publication-date: *Jan. 31 (391, 1565, 411, 1573)
publication-date: *Dec. 27 (627, 1998, 649, 2006)
publication-date: *Jan. 3 (627, 2282, 644, 2289)
commissioner-signature: GEORGE B. HARTRICK, (306, 505, 385, 513)
publication-date: *Jan. 3 (511, 2368, 528, 2375)
legal-notice-body: Suit pending before George B. Hartrick, a Circuit Court Commissioner for said County, between Union Trust Company, a Michigan Corporation, plaintiff, and defendants. Summons issued and returned that defendants cannot be found, it appearing by affidavit that it cannot be ascertained in what State or Country the defendants reside. It is ordered that the said defendants appear at the Court Room of the undersigned at 321 Washington Square Building, Royal Oak, Michigan, at nine o'clock a.m. on the TWENTY-SECOND DAY OF JANUARY, 1929, and defend the complaint filed in this suit or judgment will be entered by default, and that this order be served or published as required by statute. The foregoing suit involves title to Lot in Shenandoah Subdivision of part of the Southwest Quarter of Section 19, Town 1 North, Range 11 East, Royal Oak Township, Oakland County, Michigan. (627, 610, 731, 835)
column-west-farmington (147, 25, 265, 1285)
divider (737, 1440, 842, 1441)
divider (737, 587, 842, 588)
commissioner-title: Circuit Court Commissioner. (552, 528, 621, 535)
legal-notice-body: Suit pending before George B. Hartrick, a Circuit Court Commissioner for said County, between Union Trust Company, a Michigan Corporation, plaintiff, and defendants. Summons issued and returned that defendants cannot be found, it appearing by affidavit that it cannot be ascertained in what State or Country the defendants reside. It is ordered that the said defendants appear at the Court Room of the undersigned at 321 Washington Square Building, Royal Oak, Michigan, at nine o'clock a.m. on the TWENTY-SECOND DAY OF JANUARY, 1929, and defend the complaint filed in this suit or judgment will be entered by default, and that this order be served or published as required by statute. The foregoing suit involves title to Lot in Shenandoah Subdivision of part of the Southwest Quarter of Section 19, Town 1 North, Range 11 East, Royal Oak Township, Oakland County, Michigan. (271, 1337, 385, 1537)
divider (627, 305, 731, 306)
probate-signature: DAN A. McGAFFEY, Judge of Probate. (149, 719, 265, 727)
publication-date: *Jan. 3 (271, 526, 288, 534)
legal-notice-body: Suit pending before George B. Hartrick, a Circuit Court Commissioner for said County, between Union Trust Company, a Michigan Corporation, plaintiff, and defendants. Summons issued and returned that defendants cannot be found, it appearing by affidavit that it cannot be ascertained in what State or Country the defendants reside. It is ordered that the said defendants appear at the Court Room of the undersigned at 321 Washington Square Building, Royal Oak, Michigan, at nine o'clock a.m. on the TWENTY-SECOND DAY OF JANUARY, 1929, and defend the complaint filed in this suit or judgment will be entered by default, and that this order be served or published as required by statute. The foregoing suit involves title to Lot in Shenandoah Subdivision of part of the Southwest Quarter of Section 19, Town 1 North, Range 11 East, Royal Oak Township, Oakland County, Michigan. (511, 2143, 621, 2343)
legal-notice-body: Suit pending before George B. Hartrick, a Circuit Court Commissioner for said County, between Union Trust Company, a Michigan Corporation, plaintiff, and defendants. Summons issued and returned that defendants cannot be found, it appearing by affidavit that it cannot be ascertained in what State or Country the defendants reside. It is ordered that the said defendants appear at the Court Room of the undersigned at 321 Washington Square Building, Royal Oak, Michigan, at nine o'clock a.m. on the TWENTY-SECOND DAY OF JANUARY, 1929, and defend the complaint filed in this suit or judgment will be entered by default, and that this order be served or published as required by statute. The foregoing suit involves title to Lot in Shenandoah Subdivision of part of the Southwest Quarter of Section 19, Town 1 North, Range 11 East, Royal Oak Township, Oakland County, Michigan. (271, 2114, 385, 2314)
commissioner-title: Circuit Court Commissioner. (772, 1988, 842, 1995)
masthead: THE FARMINGTON ENTERPRISE, FARMINGTON, MICHIGAN, THURSDAY, DEC. 27, 1928. (218, 3, 632, 13)
publication-date: *Jan. 3 (627, 2564, 644, 2572)
commissioner-title: Circuit Court Commissioner. (435, 2071, 505, 2078)
publication-date: *Dec. 27 (511, 281, 532, 288)
divider (737, 1157, 842, 1158)
southfield-phone: Phone Redford 699M (44, 56, 120, 65)
commissioner-title: Circuit Court Commissioner. (772, 566, 842, 573)
legal-notice-body: Suit pending before George B. Hartrick, a Circuit Court Commissioner for said County, between Union Trust Company, a Michigan Corporation, plaintiff, and defendants. Summons issued and returned that defendants cannot be found, it appearing by affidavit that it cannot be ascertained in what State or Country the defendants reside. It is ordered that the said defendants appear at the Court Room of the undersigned at 321 Washington Square Building, Royal Oak, Michigan, at nine o'clock a.m. on the TWENTY-SECOND DAY OF JANUARY, 1929, and defend the complaint filed in this suit or judgment will be entered by default, and that this order be served or published as required by statute. The foregoing suit involves title to Lot in Shenandoah Subdivision of part of the Southwest Quarter of Section 19, Town 1 North, Range 11 East, Royal Oak Township, Oakland County, Michigan. (627, 2314, 731, 2540)
news-item: Mr. and Mrs. Matthew Hermesmeyer, having sold their home on Farmington drive, moved during the past week, into their new home on Santa Clara avenue in Redford. (23, 610, 141, 651)
commissioner-signature: GEORGE B. HARTRICK, (764, 555, 842, 563)
commissioner-title: Circuit Court Commissioner. (315, 2329, 385, 2336)
legal-notice-body: Suit pending before George B. Hartrick, a Circuit Court Commissioner for said County, between Union Trust Company, a Michigan Corporation, plaintiff, and defendants. Summons issued and returned that defendants cannot be found, it appearing by affidavit that it cannot be ascertained in what State or Country the defendants reside. It is ordered that the said defendants appear at the Court Room of the undersigned at 321 Washington Square Building, Royal Oak, Michigan, at nine o'clock a.m. on the TWENTY-SECOND DAY OF JANUARY, 1929, and defend the complaint filed in this suit or judgment will be entered by default, and that this order be served or published as required by statute. The foregoing suit involves title to Lot in Shenandoah Subdivision of part of the Southwest Quarter of Section 19, Town 1 North, Range 11 East, Royal Oak Township, Oakland County, Michigan. (627, 1462, 731, 1688)
column-divider (144, 24, 145, 1287)
legal-notice-title: STATE OF MICHIGAN, County of Oakland, ss. (391, 802, 505, 819)
publication-date: *Dec. 27 (737, 1716, 759, 1723)
commissioner-title: Circuit Court Commissioner. (662, 2271, 731, 2278)
commissioner-signature: GEORGE B. HARTRICK, (426, 766, 505, 774)
commissioner-signature: GEORGE B. HARTRICK, (426, 1282, 505, 1290)
news-item: Mr. and Mrs. William Eckler and family, accompanied by Miss MacDonald, teacher in Edgewood School, motored to Flint Saturday to spend the day with Mrs. Eckler's brother, Joseph Gray. (23, 138, 141, 180)
divider (511, 1851, 621, 1852)
legal-notice-body: Suit pending before George B. Hartrick, a Circuit Court Commissioner for said County, between Union Trust Company, a Michigan Corporation, plaintiff, and defendants. Summons issued and returned that defendants cannot be found, it appearing by affidavit that it cannot be ascertained in what State or Country the defendants reside. It is ordered that the said defendants appear at the Court Room of the undersigned at 321 Washington Square Building, Royal Oak, Michigan, at nine o'clock a.m. on the TWENTY-SECOND DAY OF JANUARY, 1929, and defend the complaint filed in this suit or judgment will be entered by default, and that this order be served or published as required by statute. The foregoing suit involves title to Lot in Shenandoah Subdivision of part of the Southwest Quarter of Section 19, Town 1 North, Range 11 East, Royal Oak Township, Oakland County, Michigan. (737, 2314, 842, 2540)
commissioner-signature: GEORGE B. HARTRICK, (306, 247, 385, 255)
publication-date: *Jan. 10 (511, 1054, 531, 1061)
legal-notice-title: STATE OF MICHIGAN, County of Oakland, ss. (271, 2095, 385, 2112)
column-divider (508, 24, 509, 1287)
legal-notice-title: STATE OF MICHIGAN, County of Oakland, ss. (627, 2296, 731, 2312)
legal-notice-body: Default having been made in the conditions of a certain mortgage made by the mortgagors to the mortgagee dated the day of, A.D. 1925, and recorded in the office of the Register of Deeds for the County of Oakland and State of Michigan, on which mortgage there is claimed to be due at the date of this notice for principal and interest the sum of dollars, and no suit or proceedings at law or in equity having been instituted to recover the moneys secured by said mortgage or any part thereof. Now therefore, by virtue of the power of sale contained in said mortgage and the statute in such case made and provided, notice is hereby given that on the day of, A.D. 1929, at twelve o'clock noon, the undersigned will, at the southerly or Huron Street entrance to the Court House in the City of Pontiac, County of Oakland, Michigan, that being the place of holding Circuit Court in and for said County, sell at public auction to the highest bidder the premises described in said mortgage, or so much thereof as may be necessary to pay the amount so as aforesaid due on said mortgage. (627, 1745, 731, 1995)
legal-notice-title: STATE OF MICHIGAN, County of Oakland, ss. (391, 1837, 505, 1854)
legal-notice-title: STATE OF MICHIGAN, County of Oakland, ss. (511, 1597, 621, 1613)
commissioner-title: Circuit Court Commissioner. (662, 566, 731, 573)
legal-notice-body: Suit pending before George B. Hartrick, a Circuit Court Commissioner for said County, between Union Trust Company, a Michigan Corporation, plaintiff, and defendants. Summons issued and returned that defendants cannot be found, it appearing by affidavit that it cannot be ascertained in what State or Country the defendants reside. It is ordered that the said defendants appear at the Court Room of the undersigned at 321 Washington Square Building, Royal Oak, Michigan, at nine o'clock a.m. on the TWENTY-SECOND DAY OF JANUARY, 1929, and defend the complaint filed in this suit or judgment will be entered by default, and that this order be served or published as required by statute. The foregoing suit involves title to Lot in Shenandoah Subdivision of part of the Southwest Quarter of Section 19, Town 1 North, Range 11 East, Royal Oak Township, Oakland County, Michigan. (271, 44, 385, 244)
commissioner-signature: GEORGE B. HARTRICK, (653, 271, 731, 280)
